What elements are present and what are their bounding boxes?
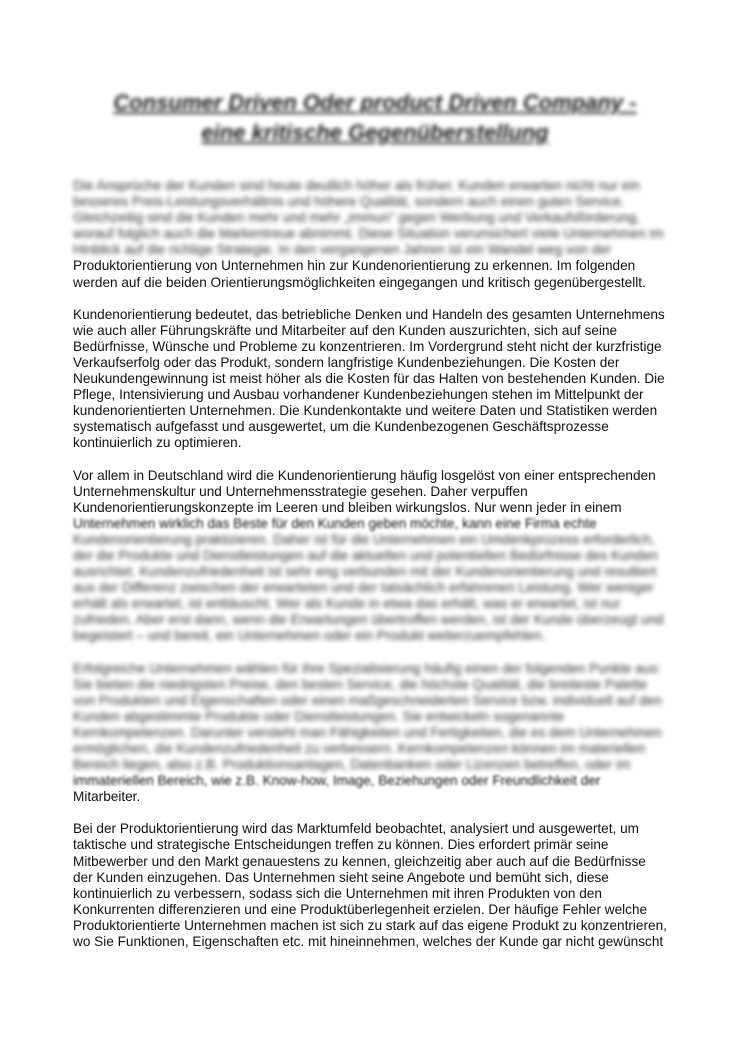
text-line: Verkaufserfolg oder das Produkt, sondern langfristige Kundenbeziehungen. Die Kosten der: [73, 354, 620, 370]
text-line: begeistert – und bereit, ein Unternehmen oder ein Produkt weiterzuempfehlen.: [73, 628, 546, 644]
text-line: Produktorientierte Unternehmen machen ist sich zu stark auf das eigene Produkt zu konzentrieren,: [73, 917, 667, 933]
text-line: Unternehmenskultur und Unternehmensstrategie gesehen. Daher verpuffen: [73, 483, 528, 499]
paragraph-2: [73, 307, 683, 452]
text-line: erhält als erwartet, ist enttäuscht. Wer als Kunde in etwa das erhält, was er erwartet, ist nur: [73, 596, 621, 612]
text-line: aus der Differenz zwischen der erwarteten und der tatsächlich erfahrenen Leistung. Wer weniger: [73, 580, 654, 596]
text-line: ausrichtet. Kundenzufriedenheit ist sehr eng verbunden mit der Kundenorientierung und resultiert: [73, 564, 657, 580]
text-line: Produktorientierung von Unternehmen hin zur Kundenorientierung zu erkennen. Im folgenden: [73, 258, 636, 274]
title-line: eine kritische Gegenüberstellung: [201, 120, 549, 145]
text-line: Kundenorientierung bedeutet, das betriebliche Denken und Handeln des gesamten Unternehmens: [73, 306, 665, 322]
text-line: der Kunden einzugehen. Das Unternehmen sieht seine Angebote und bemüht sich, diese: [73, 869, 609, 885]
text-line: Konkurrenten differenzieren und eine Produktüberlegenheit erzielen. Der häufige Fehler welche: [73, 901, 648, 917]
text-line: Unternehmen wirklich das Beste für den Kunden geben möchte, kann eine Firma echte: [73, 515, 597, 531]
text-line: Bedürfnisse, Wünsche und Probleme zu konzentrieren. Im Vordergrund steht nicht der kurzfristige: [73, 338, 662, 354]
text-line: kontinuierlich zu verbessern, sodass sich die Unternehmen mit ihren Produkten von den: [73, 885, 602, 901]
text-line: Hinblick auf die richtige Strategie. In den vergangenen Jahren ist ein Wandel weg von der: [73, 242, 612, 258]
text-line: wo Sie Funktionen, Eigenschaften etc. mit hineinnehmen, welches der Kunde gar nicht gewünscht: [73, 934, 664, 950]
text-line: zufrieden. Aber erst dann, wenn die Erwartungen übertroffen werden, ist der Kunde überzeugt und: [73, 612, 664, 628]
document-body: [73, 178, 683, 966]
text-line: Kundenorientierungskonzepte im Leeren und bleiben wirkungslos. Nur wenn jeder in einem: [73, 499, 622, 515]
text-line: Die Ansprüche der Kunden sind heute deutlich höher als früher. Kunden erwarten nicht nur ein: [73, 178, 640, 193]
document-title: [60, 88, 690, 148]
text-line: kundenorientierten Unternehmen. Die Kundenkontakte und weitere Daten und Statistiken werden: [73, 403, 658, 419]
text-line: werden auf die beiden Orientierungsmöglichkeiten eingegangen und kritisch gegenübergestellt.: [73, 274, 646, 290]
text-line: besseres Preis-Leistungsverhältnis und höhere Qualität, sondern auch einen guten Service.: [73, 194, 625, 210]
text-line: systematisch aufgefasst und ausgewertet, um die Kundenbezogenen Geschäftsprozesse: [73, 419, 609, 435]
text-line: Neukundengewinnung ist meist höher als die Kosten für das Halten von bestehenden Kunden. Die: [73, 371, 665, 387]
text-line: Pflege, Intensivierung und Ausbau vorhandener Kundenbeziehungen stehen im Mittelpunkt der: [73, 387, 644, 403]
text-line: taktische und strategische Entscheidungen treffen zu können. Dies erfordert primär seine: [73, 837, 609, 853]
text-line: von Produkten und Eigenschaften oder einen maßgeschneiderten Service bzw. individuell auf den: [73, 692, 662, 708]
text-line: Kunden abgestimmte Produkte oder Dienstleistungen. Sie entwickeln sogenannte: [73, 708, 565, 724]
text-line: Sie bieten die niedrigsten Preise, den besten Service, die höchste Qualität, die breiteste Palette: [73, 676, 648, 692]
text-line: Mitbewerber und den Markt genauestens zu kennen, gleichzeitig aber auch auf die Bedürfnisse: [73, 853, 646, 869]
text-line: Kundenorientierung praktizieren. Daher ist für die Unternehmen ein Umdenkprozess erforderlich,: [73, 531, 655, 547]
paragraph-5: [73, 821, 683, 950]
text-line: ermöglichen, die Kundenzufriedenheit zu verbessern. Kernkompetenzen können im materiellen: [73, 741, 646, 756]
text-line: wie auch aller Führungskräfte und Mitarbeiter auf den Kunden auszurichten, sich auf seine: [73, 322, 618, 338]
text-line: kontinuierlich zu optimieren.: [73, 435, 242, 451]
paragraph-4: [73, 661, 683, 806]
title-line: Consumer Driven Oder product Driven Company -: [113, 90, 637, 115]
paragraph-3: [73, 468, 683, 645]
text-line: immateriellen Bereich, wie z.B. Know-how, Image, Beziehungen oder Freundlichkeit der: [73, 773, 601, 789]
text-line: Kernkompetenzen. Darunter versteht man Fähigkeiten und Fertigkeiten, die es dem Unternehmen: [73, 724, 662, 740]
text-line: Bei der Produktorientierung wird das Marktumfeld beobachtet, analysiert und ausgewertet, um: [73, 821, 639, 837]
text-line: der die Produkte und Dienstleistungen auf die aktuellen und potentiellen Bedürfnisse des Kunden: [73, 547, 658, 563]
text-line: Bereich liegen, also z.B. Produktionsanlagen, Datenbanken oder Lizenzen betreffen, oder im: [73, 757, 631, 773]
paragraph-1: [73, 178, 683, 291]
text-line: Vor allem in Deutschland wird die Kundenorientierung häufig losgelöst von einer entsprechenden: [73, 467, 656, 483]
text-line: Mitarbeiter.: [73, 789, 141, 805]
text-line: worauf folglich auch die Markentreue abnimmt. Diese Situation verunsichert viele Unternehmen im: [73, 226, 664, 242]
text-line: Gleichzeitig sind die Kunden mehr und mehr „immun" gegen Werbung und Verkaufsförderung,: [73, 210, 640, 226]
text-line: Erfolgreiche Unternehmen wählen für ihre Spezialisierung häufig einen der folgenden Punkte aus:: [73, 660, 661, 676]
